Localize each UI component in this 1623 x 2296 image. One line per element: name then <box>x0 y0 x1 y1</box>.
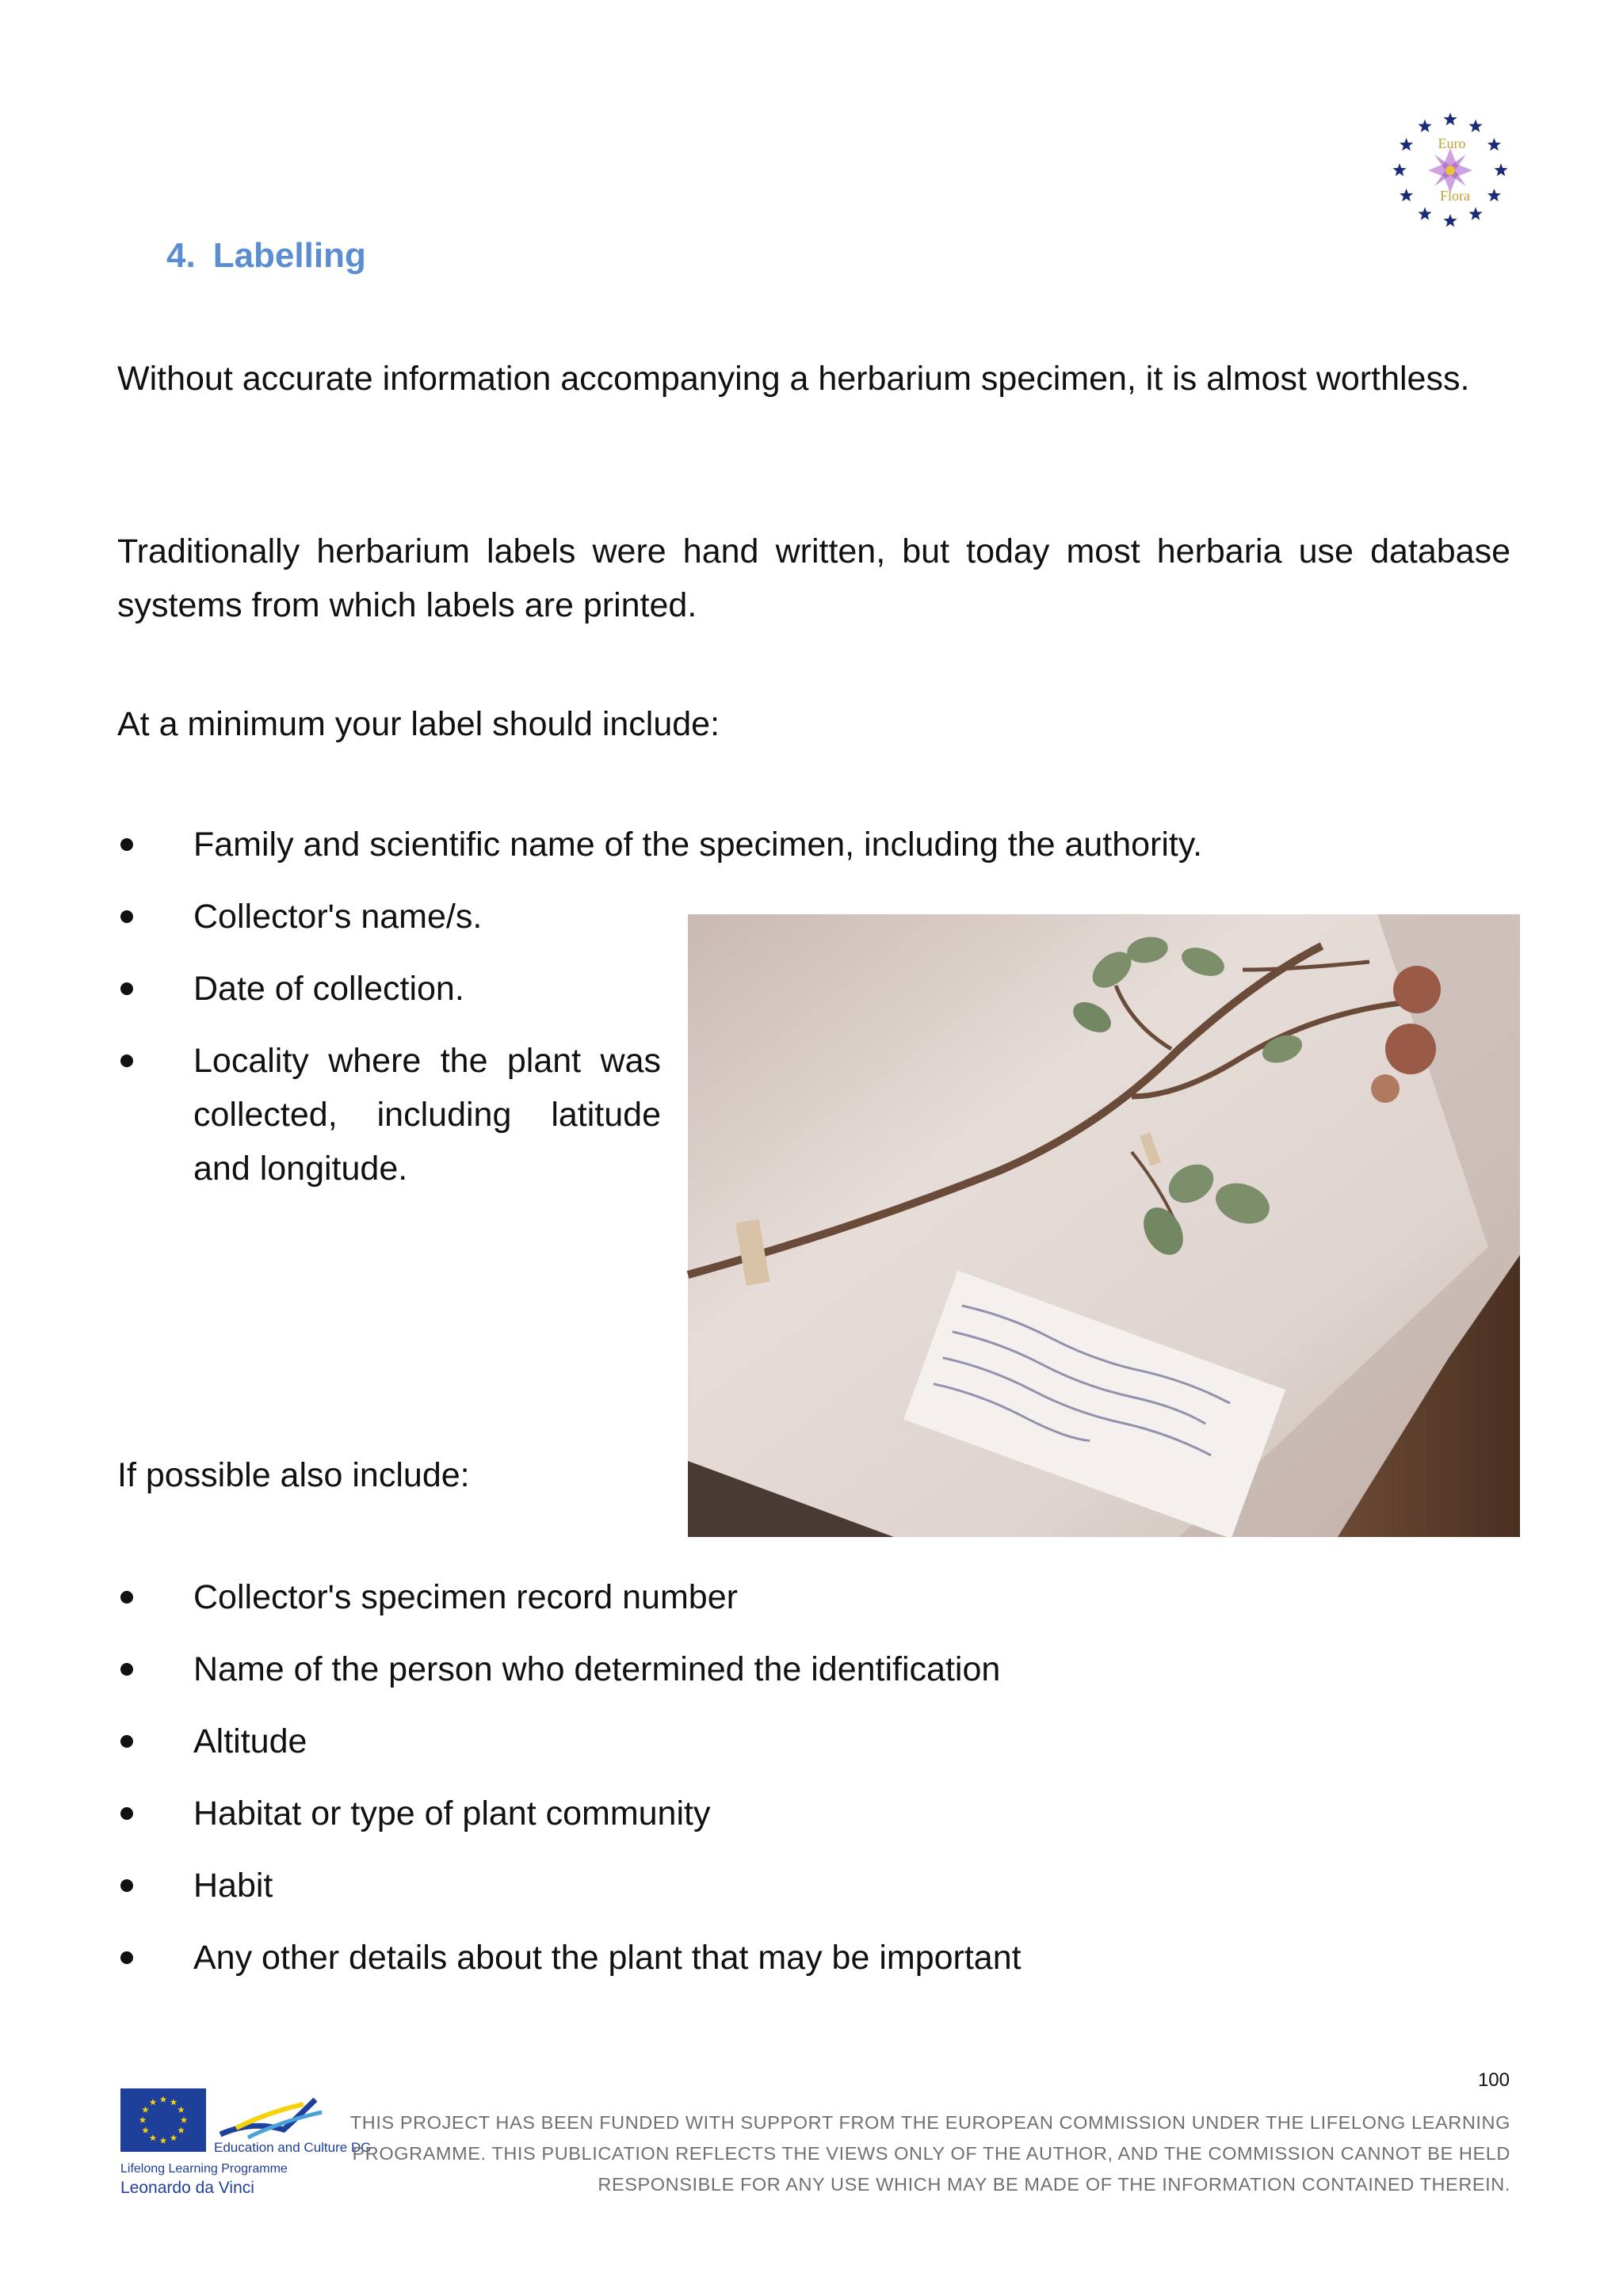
star-icon <box>1494 163 1507 176</box>
pressed-plant-image <box>688 914 1520 1537</box>
star-icon <box>1400 189 1413 201</box>
bullet-icon <box>120 1663 133 1676</box>
star-icon <box>1400 138 1413 151</box>
list-item <box>117 818 1465 871</box>
eu-lifelong-learning-logo <box>117 2081 372 2199</box>
star-icon <box>1418 207 1431 219</box>
bullet-icon <box>120 1951 133 1964</box>
section-heading <box>166 236 366 276</box>
page-number: 100 <box>1477 2069 1510 2091</box>
list-item-text: Family and scientific name of the specimen, including the authority. <box>193 826 1203 864</box>
star-icon <box>1468 120 1482 132</box>
list-item-text: Date of collection. <box>193 970 464 1008</box>
star-icon <box>1418 120 1431 132</box>
list-item-text: Locality where the plant was collected, including latitude and longitude. <box>193 1042 661 1188</box>
funding-disclaimer: THIS PROJECT HAS BEEN FUNDED WITH SUPPORT FROM THE EUROPEAN COMMISSION UNDER THE LIFELONG LEARNING PROGRAMME. THIS PUBLICATION REFLECTS THE VIEWS ONLY OF THE AUTHOR, AND THE COMMISSION CANNOT BE HELD RESPONSIBLE FOR ANY USE WHICH MAY BE MADE OF THE INFORMATION CONTAINED THEREIN. <box>349 2112 1510 2195</box>
logo-text-llp: Lifelong Learning Programme <box>120 2162 288 2176</box>
list-item <box>117 1642 1465 1696</box>
euroflora-logo <box>1387 107 1514 234</box>
list-item <box>117 1931 1465 1985</box>
paragraph-traditional-labels: Traditionally herbarium labels were hand written, but today most herbaria use database systems from which labels are printed. <box>117 532 1510 624</box>
footer-logos <box>117 2081 372 2199</box>
bullet-icon <box>120 838 133 851</box>
bullet-icon <box>120 910 133 923</box>
list-item <box>117 1714 1465 1768</box>
herbarium-specimen-photo <box>688 914 1520 1537</box>
section-title-text: Labelling <box>212 236 366 275</box>
list-item-text: Name of the person who determined the identification <box>193 1650 1001 1688</box>
logo-text-flora: Flora <box>1440 188 1470 204</box>
list-item <box>117 1787 1465 1840</box>
star-icon <box>1443 113 1457 125</box>
paragraph-minimum-heading: At a minimum your label should include: <box>117 705 720 743</box>
paragraph-intro: Without accurate information accompanying a herbarium specimen, it is almost worthless. <box>117 360 1470 398</box>
list-item-text: Any other details about the plant that may be important <box>193 1939 1022 1977</box>
bullet-icon <box>120 1735 133 1748</box>
logo-text-dg: Education and Culture DG <box>214 2140 372 2155</box>
list-item-text: Collector's name/s. <box>193 898 483 936</box>
star-icon <box>1443 214 1457 227</box>
star-icon <box>1487 138 1501 151</box>
list-item-text: Altitude <box>193 1722 307 1760</box>
bullet-icon <box>120 982 133 995</box>
optional-label-list <box>117 1570 1465 2003</box>
bullet-icon <box>120 1807 133 1820</box>
list-item <box>117 1034 661 1196</box>
list-item-text: Habitat or type of plant community <box>193 1794 711 1833</box>
logo-text-euro: Euro <box>1438 135 1466 151</box>
euroflora-logo-graphic <box>1387 107 1514 234</box>
list-item <box>117 1859 1465 1913</box>
paragraph-optional-heading: If possible also include: <box>117 1456 470 1494</box>
bullet-icon <box>120 1055 133 1067</box>
bullet-icon <box>120 1591 133 1604</box>
list-item-text: Collector's specimen record number <box>193 1578 738 1616</box>
star-icon <box>1487 189 1501 201</box>
section-number: 4. <box>166 236 196 275</box>
star-icon <box>1468 207 1482 219</box>
list-item-text: Habit <box>193 1867 273 1905</box>
list-item <box>117 1570 1465 1624</box>
bullet-icon <box>120 1879 133 1892</box>
logo-text-leonardo: Leonardo da Vinci <box>120 2179 254 2197</box>
star-icon <box>1392 163 1406 176</box>
